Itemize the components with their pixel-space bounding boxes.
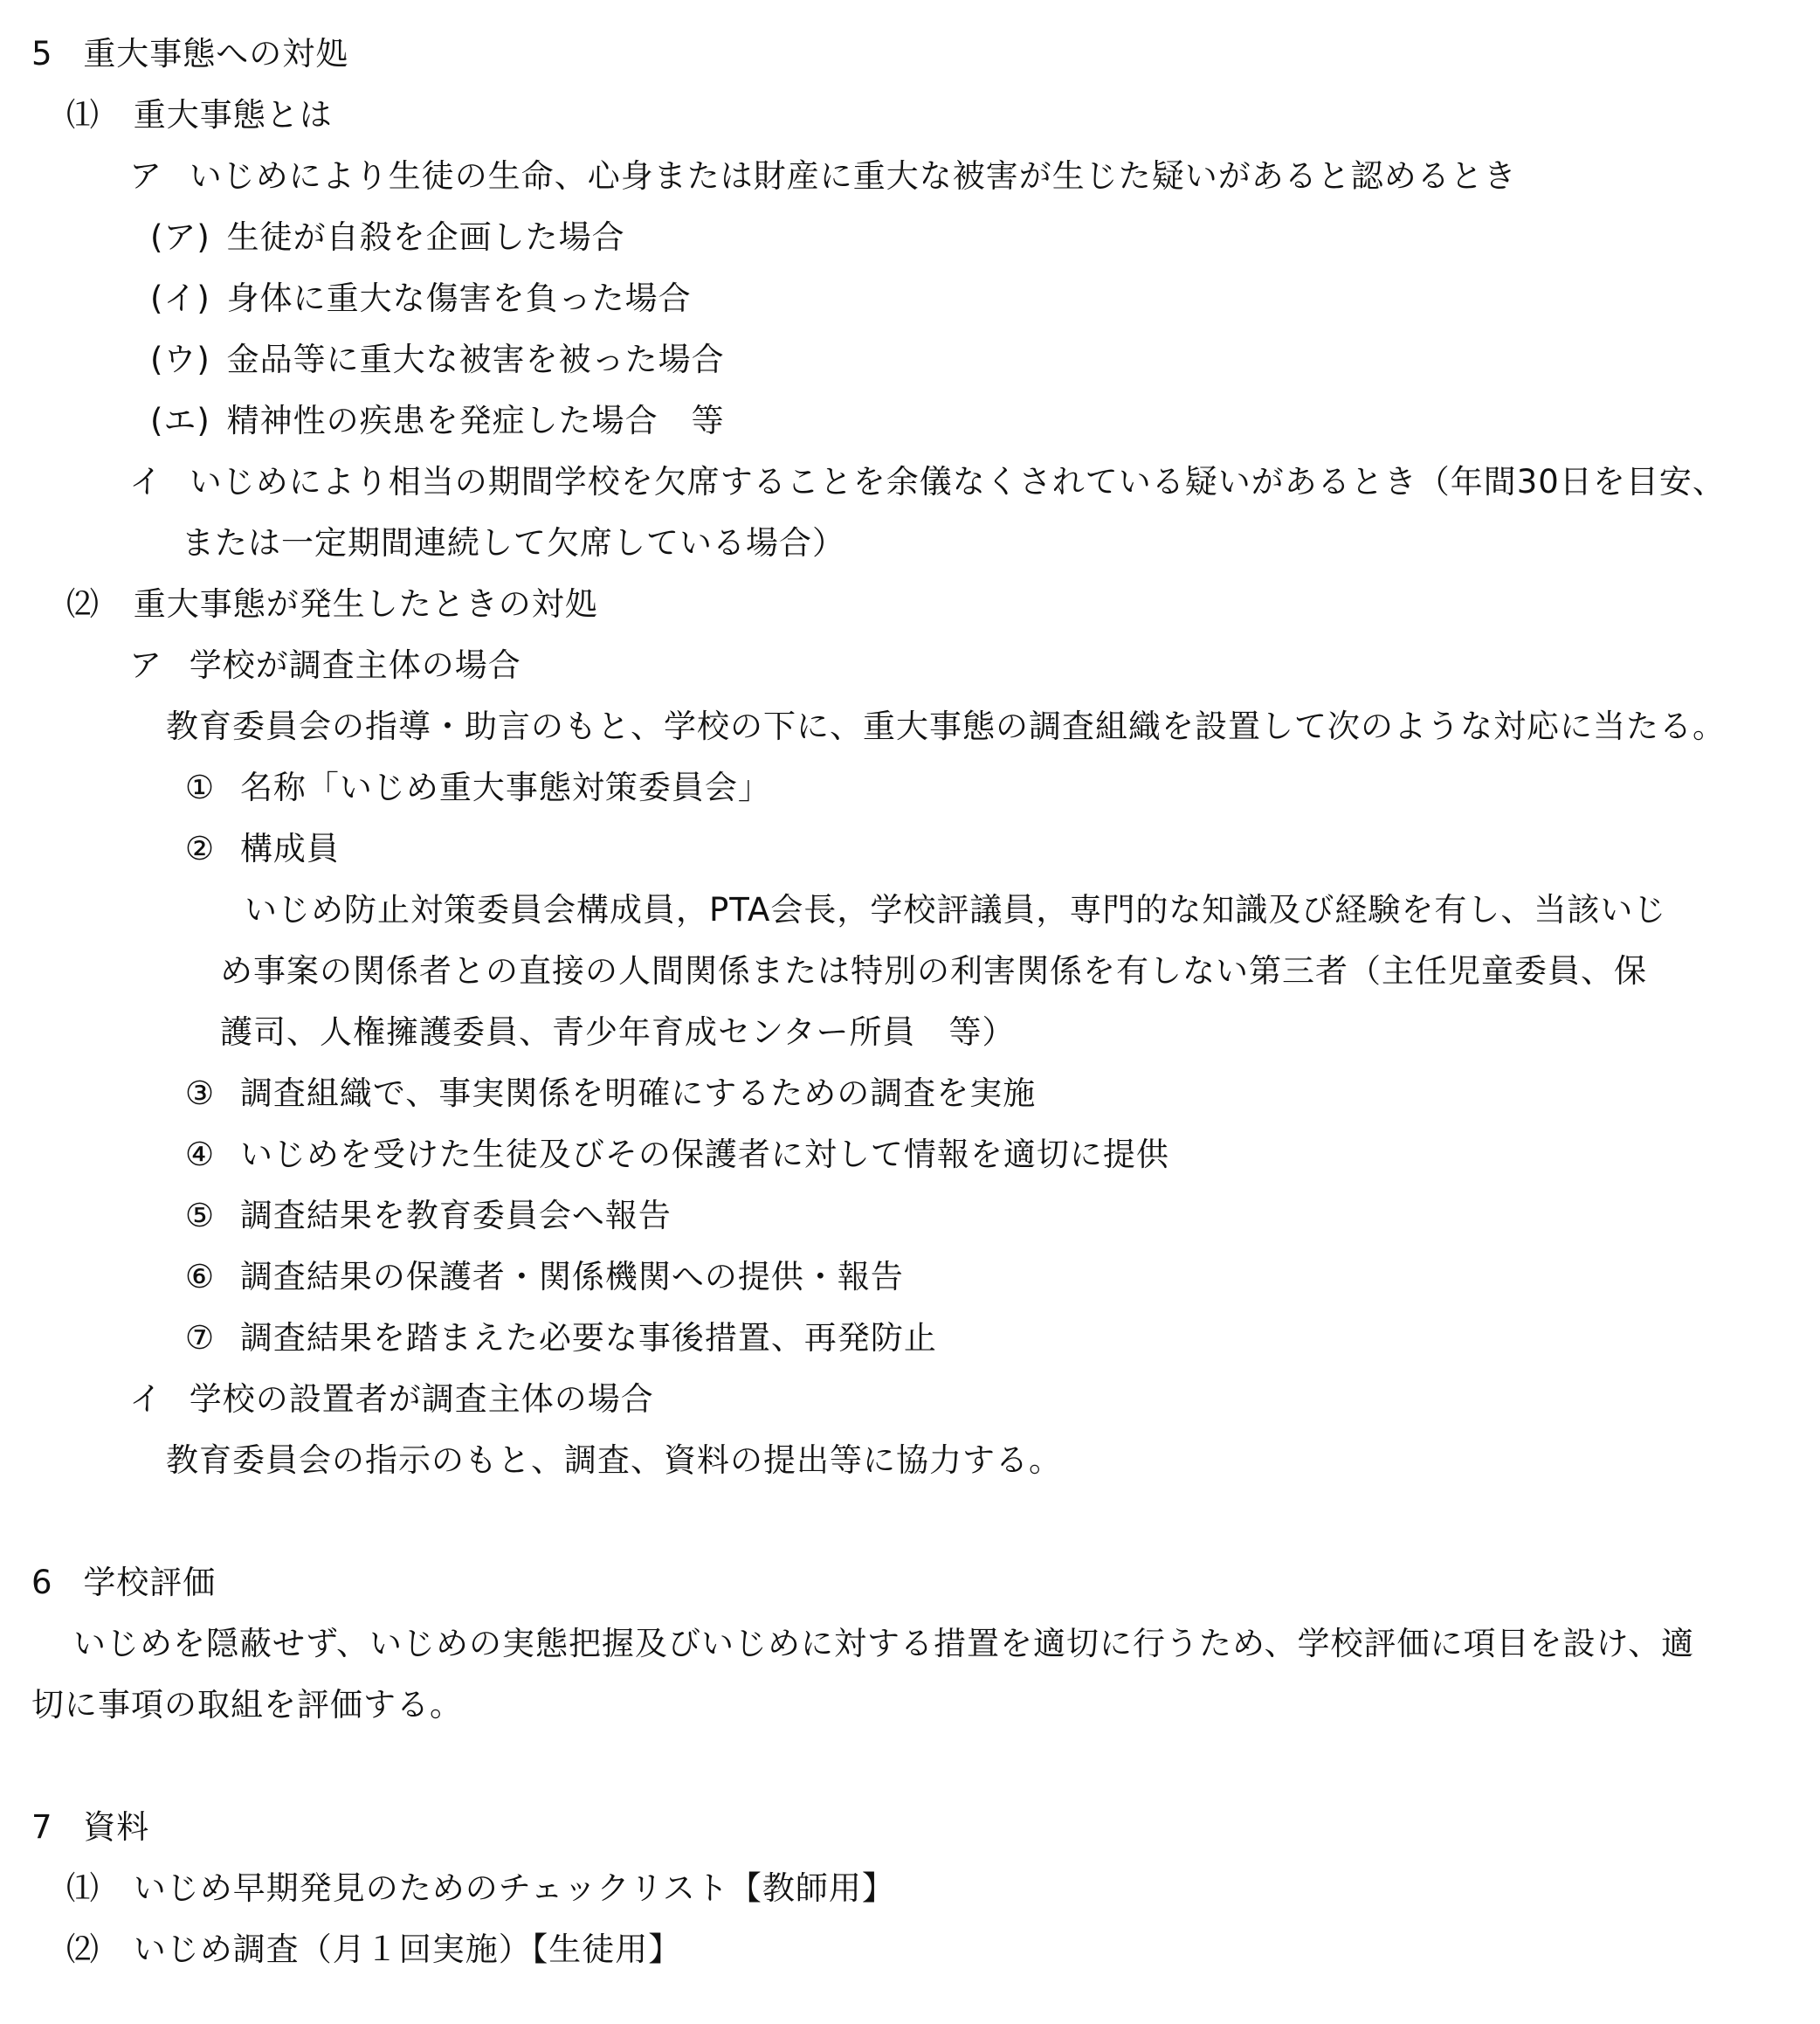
- numbered-text: 調査組織で、事実関係を明確にするための調査を実施: [239, 1074, 1037, 1112]
- item-i-continuation: または一定期間連続して欠席している場合）: [182, 524, 845, 562]
- section-7-heading: [31, 1806, 149, 1848]
- subsection-number: ⑴: [66, 96, 100, 134]
- appendix-item: [66, 1929, 681, 1971]
- item-marker: ア: [129, 157, 162, 195]
- numbered-item: [185, 1073, 1036, 1115]
- section-number: 6: [31, 1564, 53, 1601]
- sub-item-line: [150, 217, 625, 259]
- sub-item-text: 生徒が自殺を企画した場合: [226, 218, 625, 256]
- numbered-text: いじめを受けた生徒及びその保護者に対して情報を適切に提供: [239, 1136, 1169, 1173]
- appendix-marker: ⑴: [66, 1869, 100, 1907]
- section-6-paragraph-line-1: いじめを隠蔽せず、いじめの実態把握及びいじめに対する措置を適切に行うため、学校評価に項目を設け、適: [73, 1625, 1695, 1662]
- section-number: 7: [31, 1808, 53, 1846]
- subsection-1-heading: [66, 94, 333, 136]
- subsection-number: ⑵: [66, 585, 100, 623]
- item-a-line: [129, 155, 1517, 197]
- numbered-marker: ④: [185, 1136, 216, 1173]
- item-title: 学校の設置者が調査主体の場合: [189, 1380, 654, 1418]
- item-i-heading: [129, 1378, 654, 1420]
- numbered-marker: ②: [185, 830, 216, 867]
- appendix-item: [66, 1868, 895, 1910]
- sub-item-marker: (イ): [150, 280, 210, 317]
- section-6-paragraph-line-2: 切に事項の取組を評価する。: [31, 1686, 463, 1724]
- numbered-marker: ①: [185, 769, 216, 806]
- numbered-item: [185, 828, 340, 870]
- sub-item-text: 金品等に重大な被害を被った場合: [226, 341, 725, 378]
- numbered-item: [185, 767, 771, 809]
- sub-item-text: 身体に重大な傷害を負った場合: [226, 280, 692, 317]
- subsection-title: 重大事態が発生したときの対処: [133, 585, 598, 623]
- item-marker: イ: [129, 463, 162, 501]
- numbered-text: 構成員: [239, 830, 340, 867]
- numbered-text: 調査結果を教育委員会へ報告: [239, 1197, 672, 1234]
- sub-item-line: [150, 400, 725, 442]
- numbered-marker: ⑤: [185, 1197, 216, 1234]
- sub-item-line: [150, 278, 692, 320]
- numbered-marker: ③: [185, 1074, 216, 1112]
- section-title: 資料: [83, 1808, 150, 1846]
- members-line-1: いじめ防止対策委員会構成員，PTA会長，学校評議員，専門的な知識及び経験を有し、当該いじ: [245, 891, 1667, 929]
- sub-item-text: 精神性の疾患を発症した場合 等: [226, 402, 725, 439]
- numbered-text: 名称「いじめ重大事態対策委員会」: [239, 769, 771, 806]
- subsection-title: 重大事態とは: [133, 96, 333, 134]
- numbered-text: 調査結果の保護者・関係機関への提供・報告: [239, 1258, 904, 1295]
- item-text: いじめにより生徒の生命、心身または財産に重大な被害が生じた疑いがあると認めるとき: [189, 157, 1517, 195]
- members-line-3: 護司、人権擁護委員、青少年育成センター所員 等）: [220, 1013, 1016, 1051]
- numbered-item: [185, 1195, 672, 1237]
- section-5-heading: [31, 33, 348, 75]
- sub-item-marker: (ア): [150, 218, 210, 256]
- appendix-marker: ⑵: [66, 1931, 100, 1968]
- sub-item-marker: (ウ): [150, 341, 210, 378]
- numbered-marker: ⑦: [185, 1319, 216, 1357]
- section-title: 学校評価: [83, 1564, 217, 1601]
- item-marker: ア: [129, 646, 162, 684]
- numbered-item: [185, 1256, 904, 1298]
- subsection-2-heading: [66, 584, 598, 625]
- section-title: 重大事態への対処: [83, 35, 349, 73]
- item-marker: イ: [129, 1380, 162, 1418]
- appendix-text: いじめ早期発見のためのチェックリスト【教師用】: [133, 1869, 895, 1907]
- sub-item-line: [150, 339, 725, 381]
- item-title: 学校が調査主体の場合: [189, 646, 521, 684]
- appendix-text: いじめ調査（月１回実施）【生徒用】: [133, 1931, 682, 1968]
- item-i-line: [129, 461, 1726, 503]
- numbered-text: 調査結果を踏まえた必要な事後措置、再発防止: [239, 1319, 937, 1357]
- item-text: いじめにより相当の期間学校を欠席することを余儀なくされている疑いがあるとき（年間30日を目安、: [189, 463, 1726, 501]
- numbered-item: [185, 1317, 937, 1359]
- section-number: 5: [31, 35, 53, 73]
- section-6-heading: [31, 1562, 216, 1604]
- sub-item-marker: (エ): [150, 402, 210, 439]
- item-a-heading: [129, 645, 521, 687]
- numbered-marker: ⑥: [185, 1258, 216, 1295]
- item-a-body: 教育委員会の指導・助言のもと、学校の下に、重大事態の調査組織を設置して次のような対応に当たる。: [166, 708, 1726, 745]
- numbered-item: [185, 1134, 1169, 1176]
- members-line-2: め事案の関係者との直接の人間関係または特別の利害関係を有しない第三者（主任児童委員、保: [220, 952, 1647, 990]
- item-i-body: 教育委員会の指示のもと、調査、資料の提出等に協力する。: [166, 1441, 1062, 1479]
